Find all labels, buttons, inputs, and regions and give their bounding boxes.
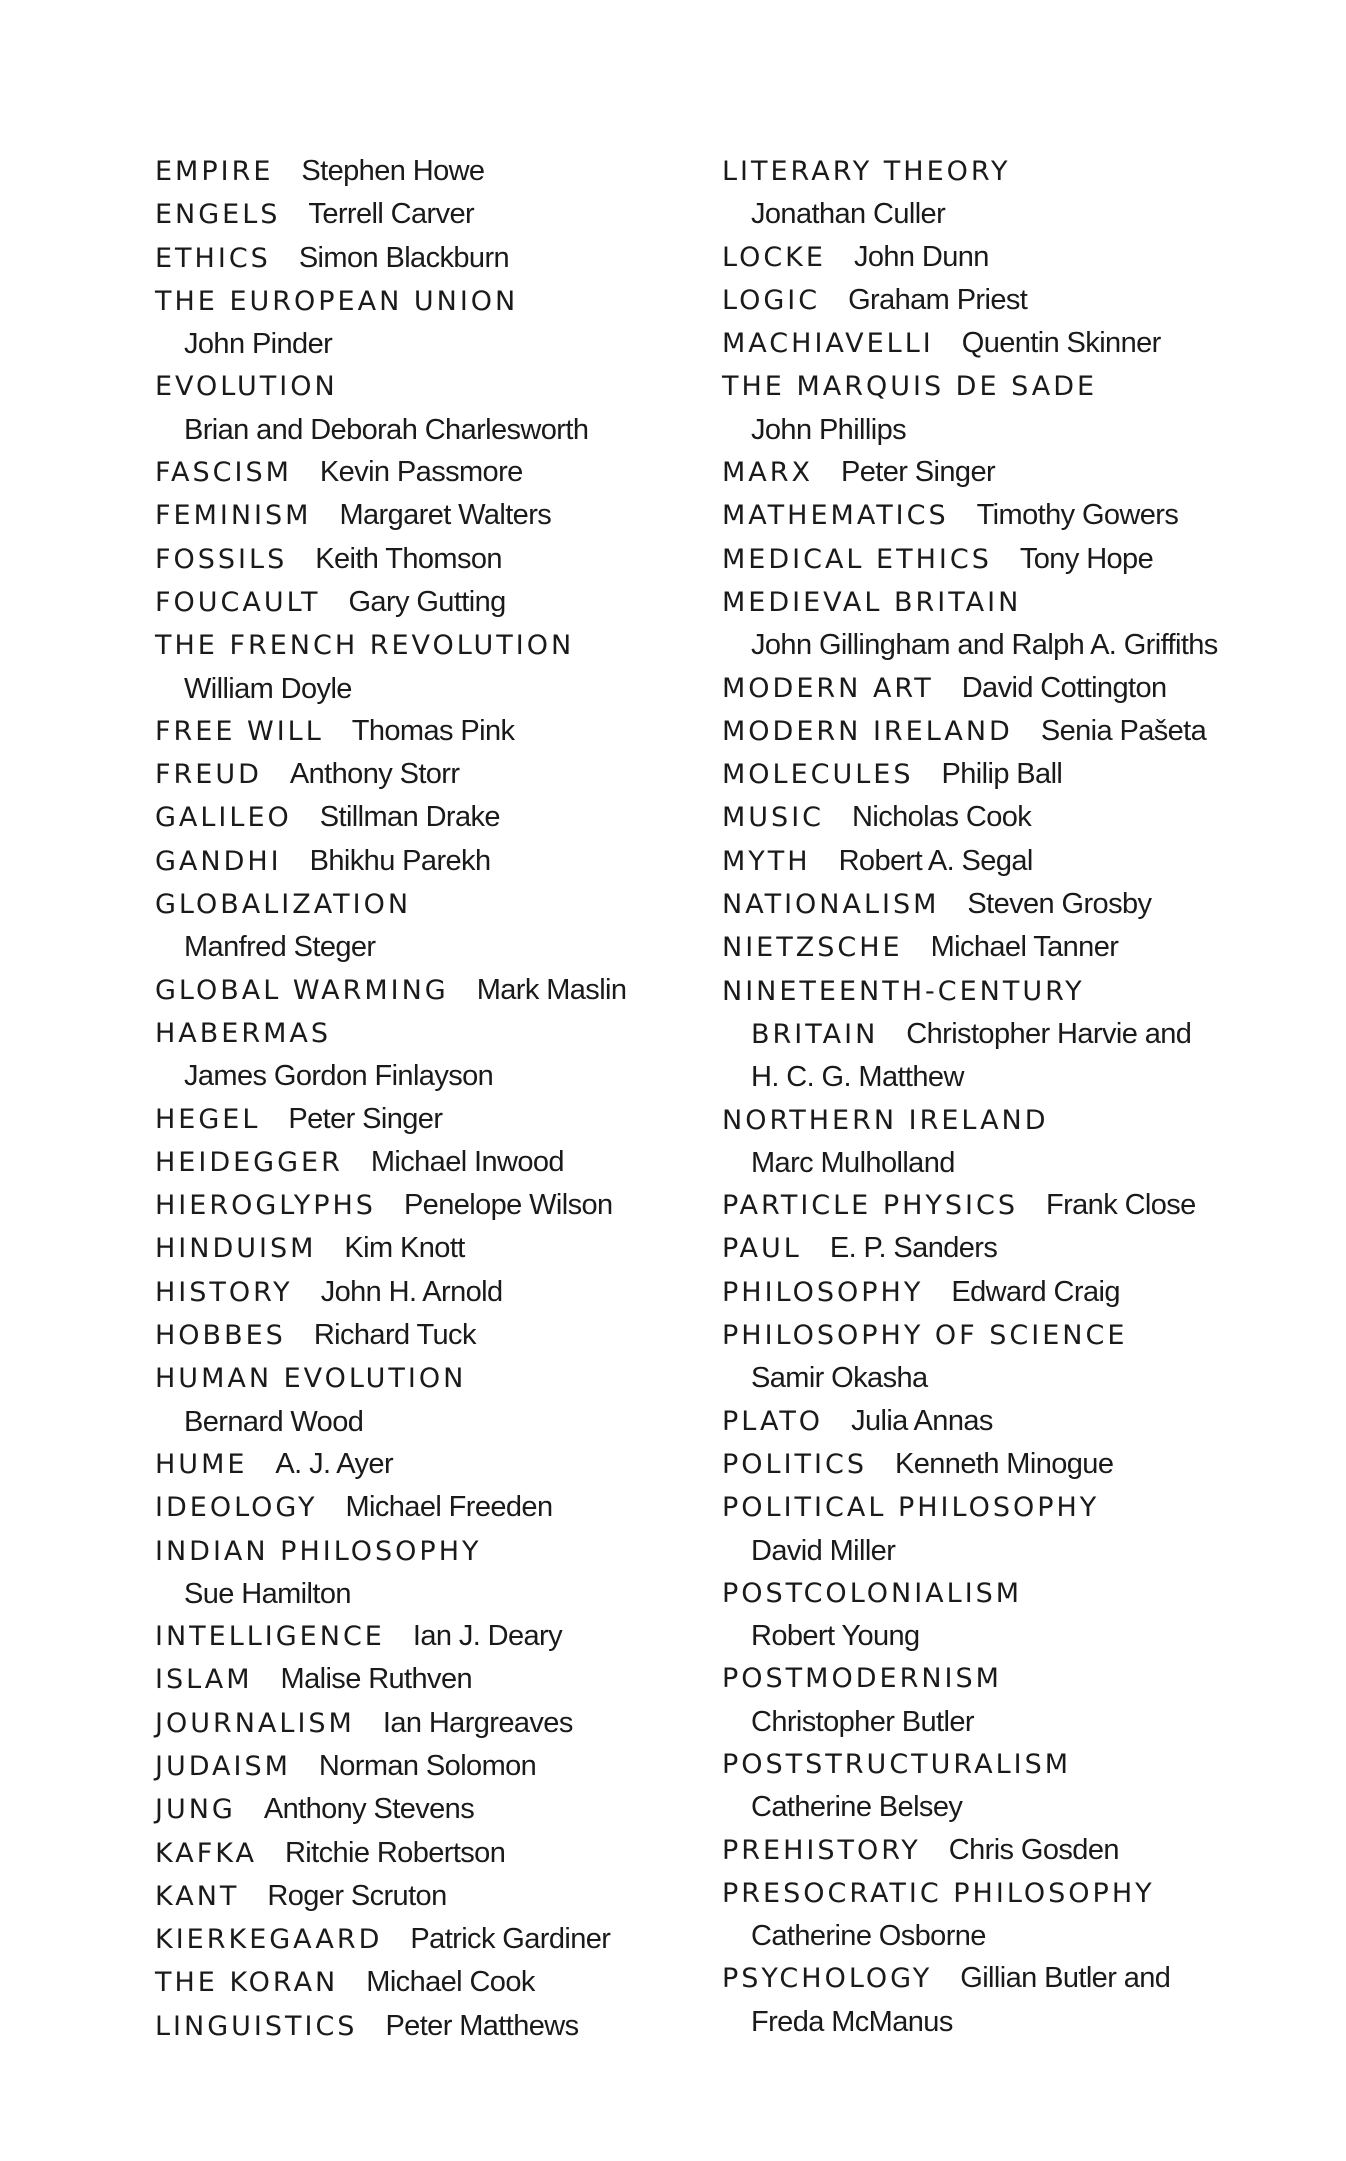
series-author: Stillman Drake bbox=[319, 801, 500, 834]
series-subject: FOUCAULT bbox=[155, 586, 321, 618]
series-author: Michael Inwood bbox=[370, 1145, 564, 1178]
series-subject: MUSIC bbox=[722, 802, 825, 834]
series-subject: HUMAN EVOLUTION bbox=[155, 1363, 467, 1395]
series-entry-kafka bbox=[155, 1832, 675, 1875]
series-entry-engels bbox=[155, 193, 675, 236]
series-author: Kim Knott bbox=[344, 1232, 465, 1265]
series-entry-postmodernism bbox=[722, 1657, 1242, 1743]
series-subject: JUDAISM bbox=[155, 1750, 291, 1782]
series-author: John Dunn bbox=[853, 240, 989, 273]
series-subject: POSTSTRUCTURALISM bbox=[722, 1748, 1072, 1780]
series-entry-philosophy bbox=[722, 1271, 1242, 1314]
series-subject: ETHICS bbox=[155, 242, 271, 274]
series-entry-medieval-britain bbox=[722, 581, 1242, 667]
series-entry-medical-ethics bbox=[722, 538, 1242, 581]
series-author: Catherine Osborne bbox=[751, 1920, 986, 1953]
series-entry-ideology bbox=[155, 1486, 675, 1529]
series-author: Gary Gutting bbox=[348, 585, 506, 618]
series-entry-the-european-union bbox=[155, 280, 675, 366]
series-author: Stephen Howe bbox=[301, 155, 485, 187]
series-entry-ethics bbox=[155, 237, 675, 280]
series-subject: POSTMODERNISM bbox=[722, 1663, 1002, 1695]
series-subject: NIETZSCHE bbox=[722, 932, 903, 964]
series-author: John Phillips bbox=[751, 413, 907, 446]
series-author: John Pinder bbox=[184, 328, 333, 361]
series-subject: POSTCOLONIALISM bbox=[722, 1577, 1023, 1609]
right-column bbox=[722, 150, 1242, 2043]
series-subject: MODERN ART bbox=[722, 672, 934, 704]
series-subject: NINETEENTH-CENTURY bbox=[722, 975, 1085, 1007]
series-entry-modern-art bbox=[722, 667, 1242, 710]
series-author: John H. Arnold bbox=[320, 1275, 503, 1308]
series-subject: THE KORAN bbox=[155, 1967, 339, 1999]
series-entry-hegel bbox=[155, 1098, 675, 1141]
series-entry-nationalism bbox=[722, 883, 1242, 926]
series-entry-music bbox=[722, 796, 1242, 839]
series-author: Quentin Skinner bbox=[961, 327, 1161, 360]
series-author: Kenneth Minogue bbox=[895, 1447, 1114, 1480]
series-subject: PLATO bbox=[722, 1405, 824, 1437]
series-author: Timothy Gowers bbox=[976, 499, 1179, 532]
series-subject: MACHIAVELLI bbox=[722, 328, 934, 360]
series-author-continued: Freda McManus bbox=[751, 2005, 953, 2038]
series-author-continued: H. C. G. Matthew bbox=[751, 1061, 964, 1094]
series-subject: FASCISM bbox=[155, 457, 292, 489]
series-author: Kevin Passmore bbox=[319, 456, 523, 489]
series-entry-modern-ireland bbox=[722, 710, 1242, 753]
series-subject: PHILOSOPHY bbox=[722, 1276, 924, 1308]
series-author: Samir Okasha bbox=[751, 1362, 928, 1395]
series-entry-poststructuralism bbox=[722, 1743, 1242, 1829]
series-entry-hinduism bbox=[155, 1227, 675, 1270]
series-entry-political-philosophy bbox=[722, 1486, 1242, 1572]
series-author: Richard Tuck bbox=[313, 1319, 476, 1352]
series-entry-mathematics bbox=[722, 494, 1242, 537]
series-subject: MEDICAL ETHICS bbox=[722, 543, 992, 575]
series-author: Michael Tanner bbox=[930, 931, 1119, 964]
series-author: James Gordon Finlayson bbox=[184, 1060, 494, 1093]
series-subject: MATHEMATICS bbox=[722, 500, 949, 532]
series-subject: ENGELS bbox=[155, 199, 281, 231]
series-subject: HIEROGLYPHS bbox=[155, 1190, 376, 1222]
series-subject: INTELLIGENCE bbox=[155, 1621, 385, 1653]
series-author: Tony Hope bbox=[1019, 542, 1154, 575]
series-author: Simon Blackburn bbox=[298, 241, 510, 274]
series-author: Philip Ball bbox=[941, 758, 1063, 791]
series-author: Roger Scruton bbox=[267, 1879, 447, 1912]
series-author: Robert Young bbox=[751, 1620, 920, 1653]
series-author: Bernard Wood bbox=[184, 1405, 364, 1438]
series-author: Catherine Belsey bbox=[751, 1791, 963, 1824]
series-subject: KIERKEGAARD bbox=[155, 1924, 383, 1956]
series-author: Ian J. Deary bbox=[412, 1620, 563, 1653]
series-entry-philosophy-of-science bbox=[722, 1314, 1242, 1400]
series-entry-politics bbox=[722, 1443, 1242, 1486]
series-entry-kant bbox=[155, 1875, 675, 1918]
series-author: David Miller bbox=[751, 1534, 896, 1567]
series-entry-the-marquis-de-sade bbox=[722, 365, 1242, 451]
series-subject: GLOBAL WARMING bbox=[155, 974, 449, 1006]
series-subject: EVOLUTION bbox=[155, 371, 338, 403]
series-subject: JOURNALISM bbox=[155, 1707, 355, 1739]
entry-continuation bbox=[751, 1013, 1242, 1056]
series-author: Chris Gosden bbox=[948, 1833, 1119, 1866]
series-entry-hieroglyphs bbox=[155, 1184, 675, 1227]
series-author: Terrell Carver bbox=[308, 198, 475, 231]
series-entry-foucault bbox=[155, 581, 675, 624]
series-subject: LINGUISTICS bbox=[155, 2010, 358, 2042]
series-author: Peter Singer bbox=[841, 456, 996, 489]
series-subject: JUNG bbox=[155, 1794, 236, 1826]
series-entry-nietzsche bbox=[722, 926, 1242, 969]
series-entry-gandhi bbox=[155, 840, 675, 883]
series-author: Jonathan Culler bbox=[751, 198, 946, 231]
series-entry-myth bbox=[722, 840, 1242, 883]
series-author: Manfred Steger bbox=[184, 931, 376, 964]
series-entry-molecules bbox=[722, 753, 1242, 796]
series-subject: MARX bbox=[722, 457, 814, 489]
series-entry-machiavelli bbox=[722, 322, 1242, 365]
series-entry-islam bbox=[155, 1658, 675, 1701]
series-entry-free-will bbox=[155, 710, 675, 753]
series-subject: KAFKA bbox=[155, 1837, 257, 1869]
series-entry-globalization bbox=[155, 883, 675, 969]
series-subject: FREUD bbox=[155, 759, 262, 791]
series-entry-hobbes bbox=[155, 1314, 675, 1357]
series-author: Norman Solomon bbox=[318, 1749, 537, 1782]
series-entry-human-evolution bbox=[155, 1357, 675, 1443]
series-subject: FREE WILL bbox=[155, 715, 324, 747]
series-subject: FOSSILS bbox=[155, 543, 288, 575]
series-entry-marx bbox=[722, 451, 1242, 494]
series-subject: HOBBES bbox=[155, 1320, 286, 1352]
series-entry-history bbox=[155, 1271, 675, 1314]
series-author: Ian Hargreaves bbox=[382, 1706, 573, 1739]
series-subject: LITERARY THEORY bbox=[722, 156, 1011, 187]
series-subject: HEIDEGGER bbox=[155, 1146, 343, 1178]
series-entry-intelligence bbox=[155, 1615, 675, 1658]
series-subject: GLOBALIZATION bbox=[155, 889, 412, 921]
series-subject: POLITICAL PHILOSOPHY bbox=[722, 1492, 1100, 1524]
series-author: Anthony Storr bbox=[289, 758, 460, 791]
series-subject: PAUL bbox=[722, 1233, 802, 1265]
series-entry-global-warming bbox=[155, 969, 675, 1012]
series-entry-plato bbox=[722, 1400, 1242, 1443]
series-subject: GANDHI bbox=[155, 845, 282, 877]
series-author: Graham Priest bbox=[848, 283, 1028, 316]
series-author: Peter Singer bbox=[288, 1102, 443, 1135]
series-subject: THE EUROPEAN UNION bbox=[155, 285, 519, 317]
series-subject: IDEOLOGY bbox=[155, 1492, 318, 1524]
series-entry-feminism bbox=[155, 494, 675, 537]
series-entry-journalism bbox=[155, 1702, 675, 1745]
series-subject-continued: BRITAIN bbox=[751, 1018, 879, 1050]
series-subject: LOGIC bbox=[722, 284, 821, 316]
series-author: Michael Cook bbox=[366, 1966, 535, 1999]
series-subject: NORTHERN IRELAND bbox=[722, 1104, 1049, 1136]
series-author: Nicholas Cook bbox=[852, 801, 1032, 834]
series-author: Bhikhu Parekh bbox=[309, 844, 491, 877]
series-entry-nineteenth-century bbox=[722, 970, 1242, 1099]
series-entry-paul bbox=[722, 1227, 1242, 1270]
series-subject: PSYCHOLOGY bbox=[722, 1963, 933, 1995]
series-author: Julia Annas bbox=[851, 1404, 993, 1437]
series-subject: MYTH bbox=[722, 845, 811, 877]
series-author: A. J. Ayer bbox=[275, 1447, 393, 1480]
series-author: Keith Thomson bbox=[315, 542, 502, 575]
series-subject: EMPIRE bbox=[155, 156, 274, 187]
series-author: Peter Matthews bbox=[385, 2009, 579, 2042]
series-author: Ritchie Robertson bbox=[284, 1836, 506, 1869]
series-author: John Gillingham and Ralph A. Griffiths bbox=[751, 629, 1218, 662]
series-subject: HEGEL bbox=[155, 1103, 261, 1135]
series-subject: HABERMAS bbox=[155, 1017, 332, 1049]
series-author: Christopher Harvie and bbox=[906, 1017, 1192, 1050]
series-entry-linguistics bbox=[155, 2005, 675, 2048]
series-entry-postcolonialism bbox=[722, 1572, 1242, 1658]
series-entry-judaism bbox=[155, 1745, 675, 1788]
series-entry-evolution bbox=[155, 365, 675, 451]
series-subject: PRESOCRATIC PHILOSOPHY bbox=[722, 1877, 1155, 1909]
series-author: E. P. Sanders bbox=[829, 1232, 998, 1265]
series-author: William Doyle bbox=[184, 672, 352, 705]
series-subject: POLITICS bbox=[722, 1448, 867, 1480]
series-author: Malise Ruthven bbox=[280, 1663, 473, 1696]
series-entry-kierkegaard bbox=[155, 1918, 675, 1961]
series-entry-particle-physics bbox=[722, 1184, 1242, 1227]
series-author: Robert A. Segal bbox=[838, 844, 1033, 877]
series-subject: HISTORY bbox=[155, 1276, 293, 1308]
series-entry-logic bbox=[722, 279, 1242, 322]
series-author: Brian and Deborah Charlesworth bbox=[184, 413, 589, 446]
series-author: Michael Freeden bbox=[345, 1491, 553, 1524]
series-entry-the-french-revolution bbox=[155, 624, 675, 710]
series-subject: NATIONALISM bbox=[722, 889, 940, 921]
series-subject: GALILEO bbox=[155, 802, 292, 834]
series-author: Mark Maslin bbox=[476, 973, 627, 1006]
series-author: Penelope Wilson bbox=[403, 1189, 613, 1222]
series-subject: MODERN IRELAND bbox=[722, 715, 1013, 747]
series-subject: THE FRENCH REVOLUTION bbox=[155, 630, 575, 662]
series-subject: HINDUISM bbox=[155, 1233, 317, 1265]
series-author: Edward Craig bbox=[951, 1275, 1120, 1308]
series-author: David Cottington bbox=[961, 671, 1167, 704]
series-entry-locke bbox=[722, 236, 1242, 279]
series-author: Frank Close bbox=[1045, 1189, 1196, 1222]
series-author: Sue Hamilton bbox=[184, 1577, 351, 1610]
series-entry-fossils bbox=[155, 538, 675, 581]
series-author: Patrick Gardiner bbox=[410, 1923, 611, 1956]
series-entry-the-koran bbox=[155, 1961, 675, 2004]
series-subject: MEDIEVAL BRITAIN bbox=[722, 586, 1022, 618]
series-author: Anthony Stevens bbox=[263, 1793, 475, 1826]
series-entry-indian-philosophy bbox=[155, 1530, 675, 1616]
series-entry-prehistory bbox=[722, 1829, 1242, 1872]
series-author: Christopher Butler bbox=[751, 1705, 974, 1738]
series-subject: FEMINISM bbox=[155, 500, 312, 532]
left-column bbox=[155, 150, 675, 2048]
series-entry-northern-ireland bbox=[722, 1099, 1242, 1185]
series-author: Gillian Butler and bbox=[960, 1962, 1171, 1995]
series-author: Margaret Walters bbox=[339, 499, 552, 532]
series-subject: PHILOSOPHY OF SCIENCE bbox=[722, 1320, 1128, 1352]
series-subject: PARTICLE PHYSICS bbox=[722, 1190, 1018, 1222]
series-subject: HUME bbox=[155, 1448, 248, 1480]
series-entry-jung bbox=[155, 1788, 675, 1831]
series-entry-habermas bbox=[155, 1012, 675, 1098]
series-author: Senia Pašeta bbox=[1040, 714, 1207, 747]
series-entry-galileo bbox=[155, 796, 675, 839]
series-subject: PREHISTORY bbox=[722, 1834, 921, 1866]
series-subject: MOLECULES bbox=[722, 759, 914, 791]
series-entry-empire bbox=[155, 150, 675, 193]
series-author: Marc Mulholland bbox=[751, 1146, 955, 1179]
series-author: Thomas Pink bbox=[351, 714, 515, 747]
series-entry-presocratic-philosophy bbox=[722, 1872, 1242, 1958]
series-subject: LOCKE bbox=[722, 241, 826, 273]
series-entry-hume bbox=[155, 1443, 675, 1486]
series-subject: THE MARQUIS DE SADE bbox=[722, 371, 1098, 403]
series-entry-psychology bbox=[722, 1957, 1242, 2043]
series-entry-heidegger bbox=[155, 1141, 675, 1184]
series-author: Steven Grosby bbox=[967, 888, 1152, 921]
series-entry-fascism bbox=[155, 451, 675, 494]
series-entry-freud bbox=[155, 753, 675, 796]
series-subject: ISLAM bbox=[155, 1664, 253, 1696]
series-entry-literary-theory bbox=[722, 150, 1242, 236]
series-subject: INDIAN PHILOSOPHY bbox=[155, 1535, 482, 1567]
series-subject: KANT bbox=[155, 1880, 240, 1912]
